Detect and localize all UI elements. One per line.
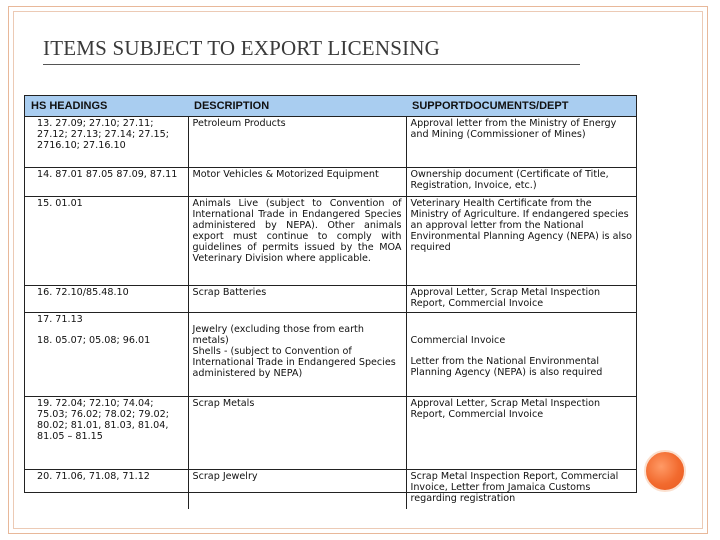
table-row [25,312,636,396]
support-cell: Veterinary Health Certificate from the Ministry of Agriculture. If endangered species an approval letter from the National Environmental Planning Agency (NEPA) is also required [406,196,636,285]
header-description: DESCRIPTION [188,96,406,116]
hs-cell: 16. 72.10/85.48.10 [25,285,188,312]
table-row [25,285,636,312]
hs-entry: 17. 71.13 [37,313,83,325]
description-cell: Scrap Batteries [188,285,406,312]
header-hs-headings: HS HEADINGS [25,96,188,116]
description-cell: Scrap Metals [188,396,406,469]
support-cell: Approval Letter, Scrap Metal Inspection Report, Commercial Invoice [406,396,636,469]
description-entry: Shells - (subject to Convention of International Trade in Endangered Species administered by NEPA) [192,345,396,379]
description-cell: Petroleum Products [188,116,406,167]
decorative-orange-circle [644,450,686,492]
hs-cell: 19. 72.04; 72.10; 74.04; 75.03; 76.02; 78.02; 79.02; 80.02; 81.01, 81.03, 81.04, 81.05 – 81.15 [25,396,188,469]
support-cell: Scrap Metal Inspection Report, Commercial Invoice, Letter from Jamaica Customs regarding registration [406,469,636,509]
table-row [25,167,636,196]
table-row [25,469,636,509]
title-underline [43,64,580,65]
header-support-documents: SUPPORTDOCUMENTS/DEPT [406,96,636,116]
support-entry: Letter from the National Environmental Planning Agency (NEPA) is also required [410,355,603,378]
hs-cell: 15. 01.01 [25,196,188,285]
table [25,96,636,509]
support-cell: Approval letter from the Ministry of Energy and Mining (Commissioner of Mines) [406,116,636,167]
description-cell: Motor Vehicles & Motorized Equipment [188,167,406,196]
hs-entry: 18. 05.07; 05.08; 96.01 [37,334,151,346]
table-row [25,116,636,167]
table-row [25,396,636,469]
hs-cell: 14. 87.01 87.05 87.09, 87.11 [25,167,188,196]
export-licensing-table [24,95,637,504]
support-cell [406,312,636,396]
support-cell: Approval Letter, Scrap Metal Inspection Report, Commercial Invoice [406,285,636,312]
hs-cell: 20. 71.06, 71.08, 71.12 [37,470,150,482]
support-entry: Commercial Invoice [410,334,506,346]
hs-cell: 13. 27.09; 27.10; 27.11; 27.12; 27.13; 27.14; 27.15; 2716.10; 27.16.10 [25,116,188,167]
table-header-row [25,96,636,116]
support-cell: Ownership document (Certificate of Title, Registration, Invoice, etc.) [406,167,636,196]
description-entry: Jewelry (excluding those from earth metals) [192,323,364,346]
table-row [25,196,636,285]
description-cell: Scrap Jewelry [188,469,406,509]
slide-title: ITEMS SUBJECT TO EXPORT LICENSING [43,36,440,60]
description-cell: Animals Live (subject to Convention of International Trade in Endangered Species administered by NEPA). Other animals export must continue to comply with guidelines of permits issued by the MOA Veterinary Division where applicable. [188,196,406,285]
hs-cell [25,312,188,396]
description-cell [188,312,406,396]
